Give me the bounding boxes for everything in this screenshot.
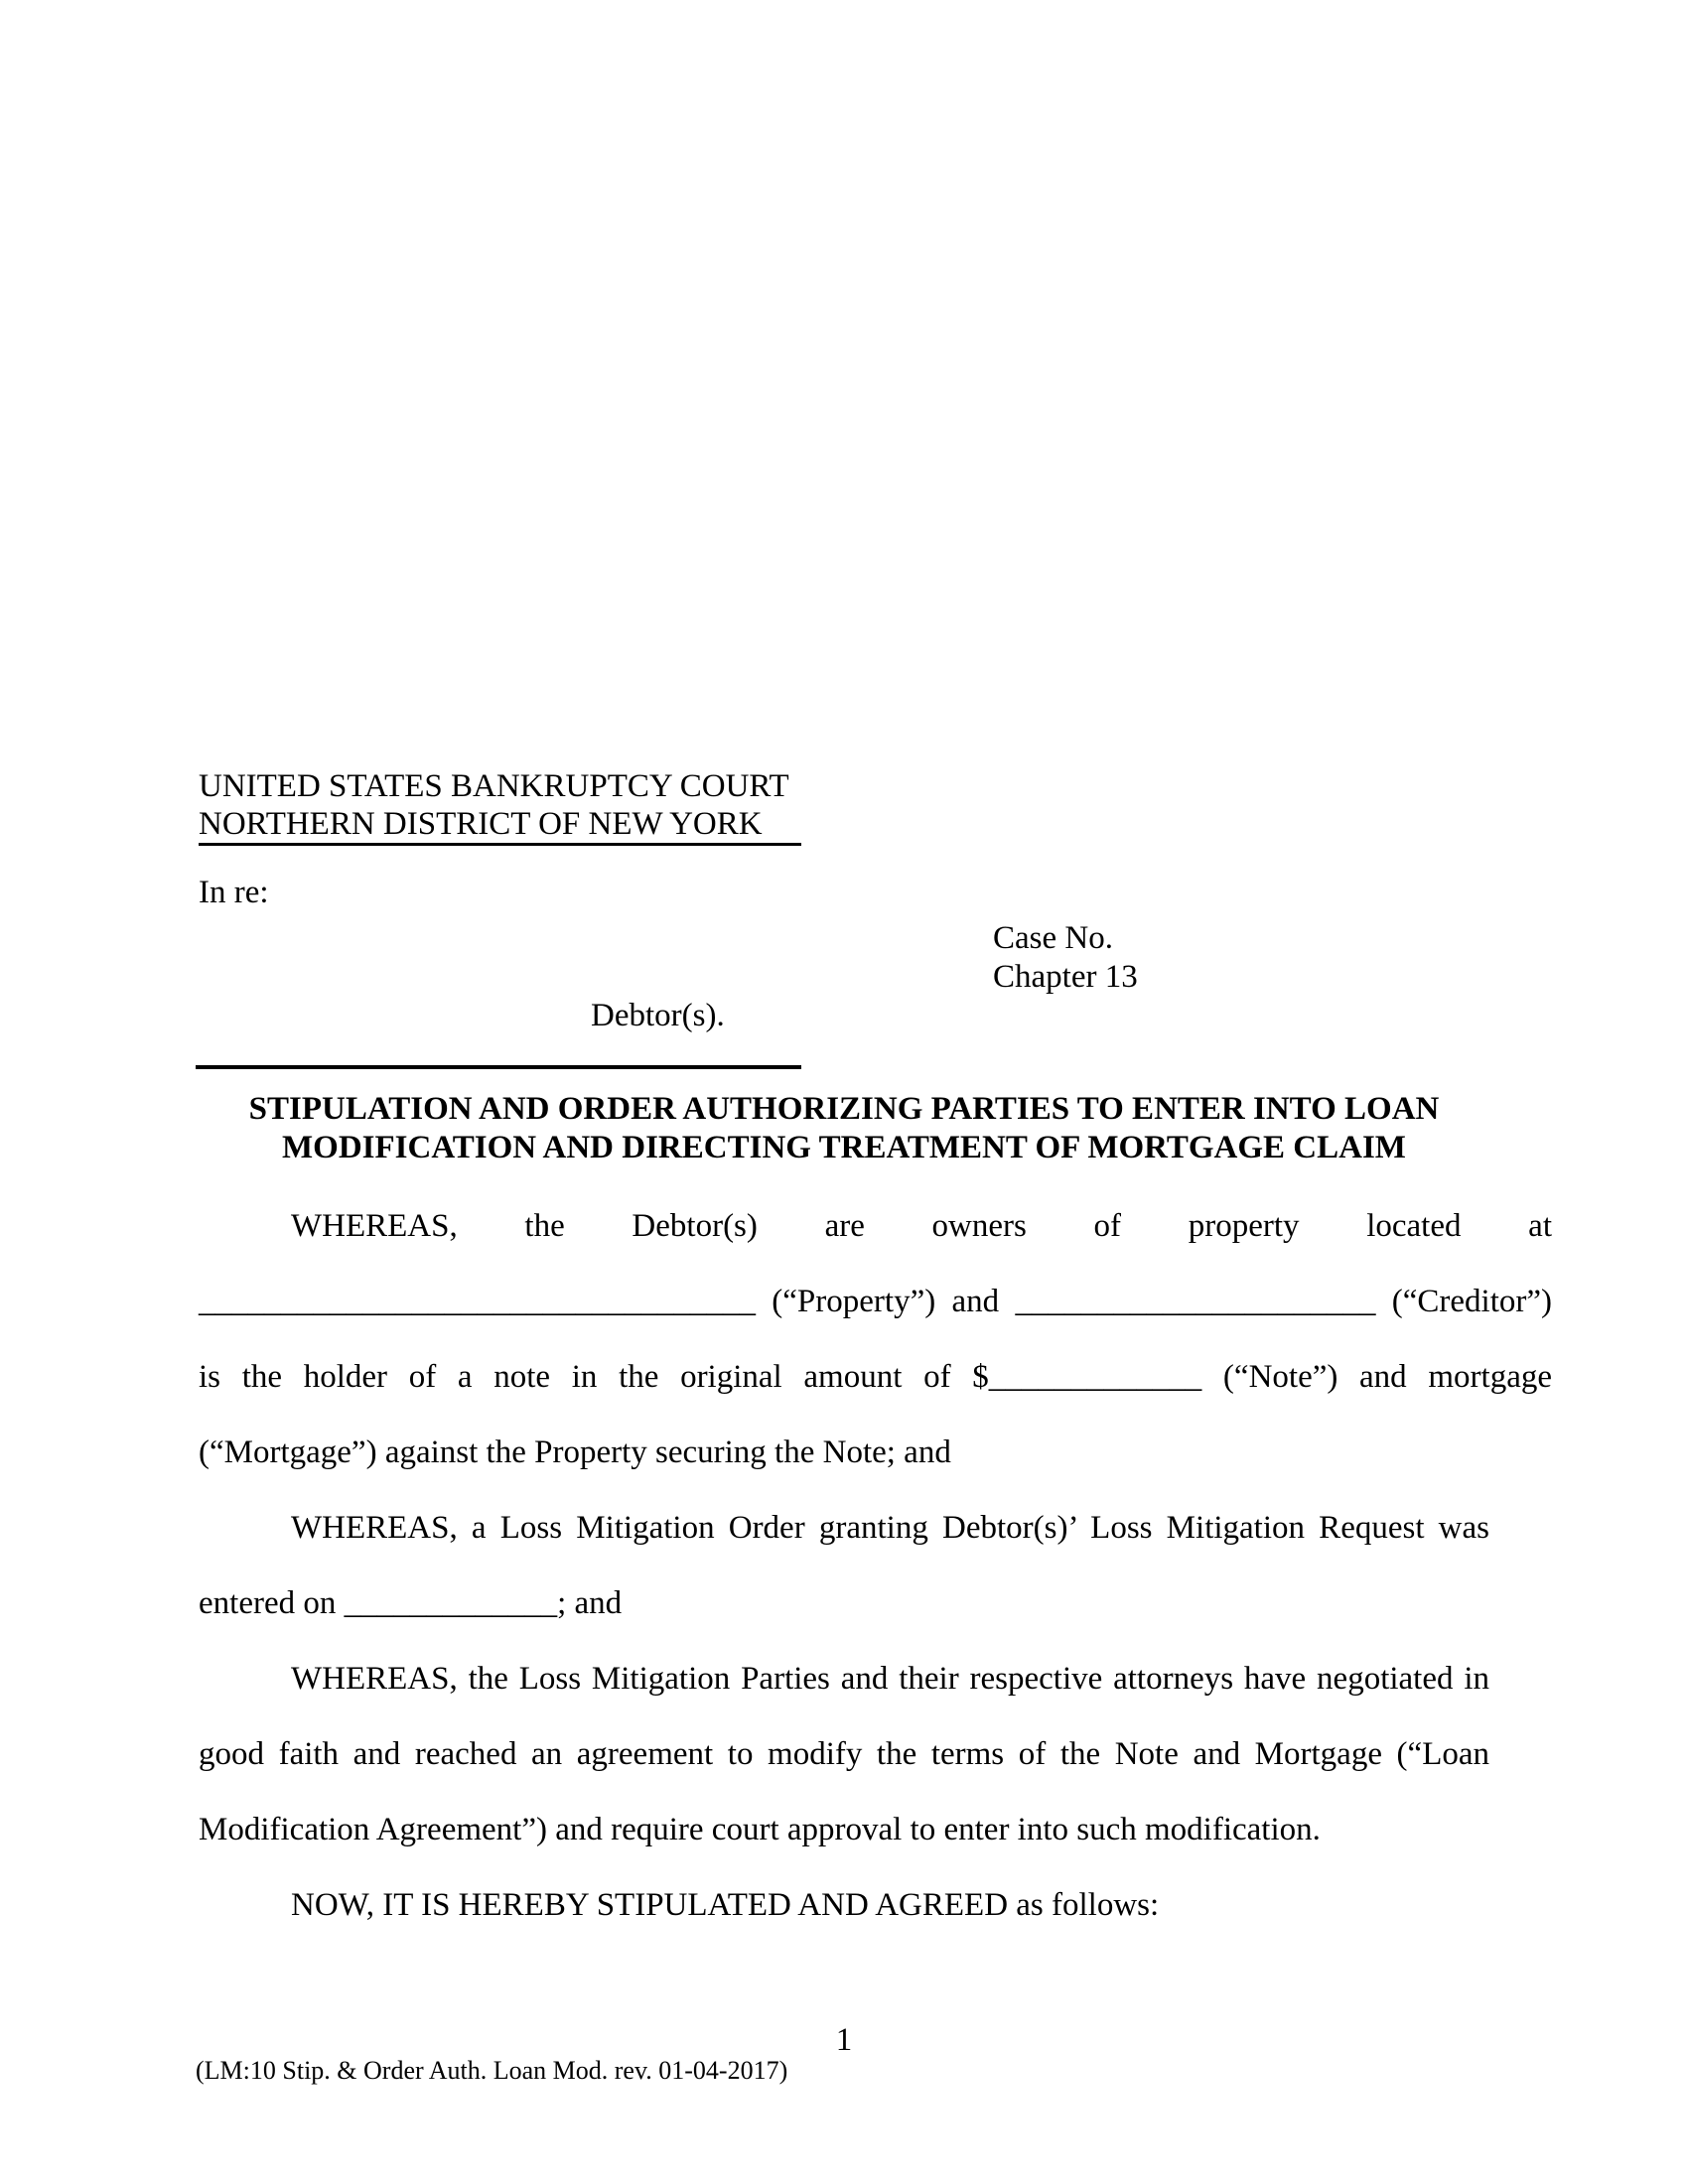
paragraph-line: WHEREAS, the Loss Mitigation Parties and their respective attorneys have negotiated in [291,1661,1489,1697]
paragraph-line: entered on _____________; and [199,1585,623,1621]
document-title-line2: MODIFICATION AND DIRECTING TREATMENT OF MORTGAGE CLAIM [282,1130,1406,1165]
paragraph [199,1867,1489,1943]
paragraph-line: __________________________________ (“Property”) and ______________________ (“Creditor”) [199,1284,1552,1319]
debtor-label: Debtor(s). [591,998,725,1033]
paragraph-line: Modification Agreement”) and require court approval to enter into such modification. [199,1812,1321,1847]
district-name: NORTHERN DISTRICT OF NEW YORK [199,805,801,846]
paragraph [199,1188,1552,1490]
court-header [199,767,801,846]
document-body [199,1188,1552,1943]
paragraph-line: NOW, IT IS HEREBY STIPULATED AND AGREED as follows: [291,1887,1160,1923]
case-info [993,919,1138,997]
paragraph-line: WHEREAS, a Loss Mitigation Order granting Debtor(s)’ Loss Mitigation Request was [291,1510,1489,1546]
paragraph-line: is the holder of a note in the original amount of $_____________ (“Note”) and mortgage [199,1359,1552,1395]
form-revision-label: (LM:10 Stip. & Order Auth. Loan Mod. rev. 01-04-2017) [196,2056,788,2085]
chapter-label: Chapter 13 [993,959,1138,995]
caption-rule [196,1065,801,1069]
paragraph-line: good faith and reached an agreement to modify the terms of the Note and Mortgage (“Loan [199,1736,1489,1772]
in-re-label: In re: [199,875,269,910]
paragraph-line: WHEREAS, the Debtor(s) are owners of property located at [291,1208,1552,1244]
paragraph [199,1641,1489,1867]
paragraph [199,1490,1489,1641]
court-name: UNITED STATES BANKRUPTCY COURT [199,768,789,804]
page-number: 1 [835,2022,853,2058]
document-title-line1: STIPULATION AND ORDER AUTHORIZING PARTIES TO ENTER INTO LOAN [248,1091,1440,1127]
paragraph-line: (“Mortgage”) against the Property securing the Note; and [199,1434,951,1470]
case-number-label: Case No. [993,920,1113,956]
document-title [199,1090,1489,1167]
